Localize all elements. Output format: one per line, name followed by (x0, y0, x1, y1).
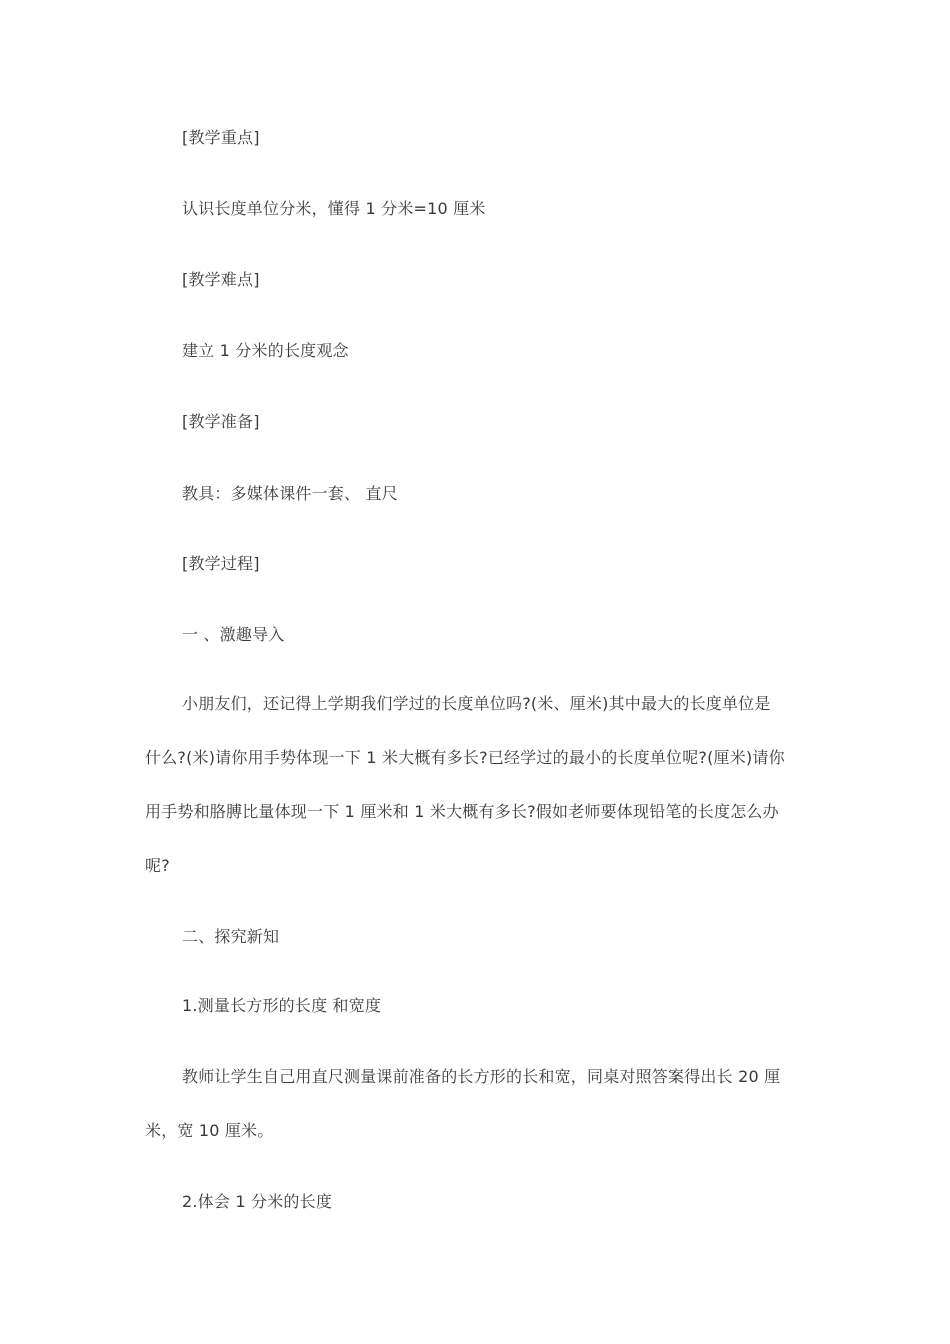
preparation-text: 教具：多媒体课件一套、 直尺 (182, 484, 398, 503)
section-one-title: 一 、激趣导入 (182, 625, 285, 644)
paragraph-line: 米，宽 10 厘米。 (145, 1121, 274, 1140)
paragraph-line: 什么?(米)请你用手势体现一下 1 米大概有多长?已经学过的最小的长度单位呢?(厘米)请你 (145, 748, 785, 767)
step-two-title: 2.体会 1 分米的长度 (182, 1192, 333, 1211)
difficulty-text: 建立 1 分米的长度观念 (182, 341, 349, 360)
step-one-title: 1.测量长方形的长度 和宽度 (182, 996, 382, 1015)
key-points-text: 认识长度单位分米，懂得 1 分米=10 厘米 (182, 199, 486, 218)
paragraph-line: 用手势和胳膊比量体现一下 1 厘米和 1 米大概有多长?假如老师要体现铅笔的长度怎么办 (145, 802, 779, 821)
heading-key-points: [教学重点] (182, 128, 260, 147)
paragraph-line: 小朋友们，还记得上学期我们学过的长度单位吗?(米、厘米)其中最大的长度单位是 (182, 694, 771, 713)
paragraph-line: 呢? (145, 856, 170, 875)
section-two-title: 二、探究新知 (182, 927, 280, 946)
heading-preparation: [教学准备] (182, 412, 260, 431)
heading-difficulty: [教学难点] (182, 270, 260, 289)
paragraph-line: 教师让学生自己用直尺测量课前准备的长方形的长和宽，同桌对照答案得出长 20 厘 (182, 1067, 781, 1086)
heading-process: [教学过程] (182, 554, 260, 573)
